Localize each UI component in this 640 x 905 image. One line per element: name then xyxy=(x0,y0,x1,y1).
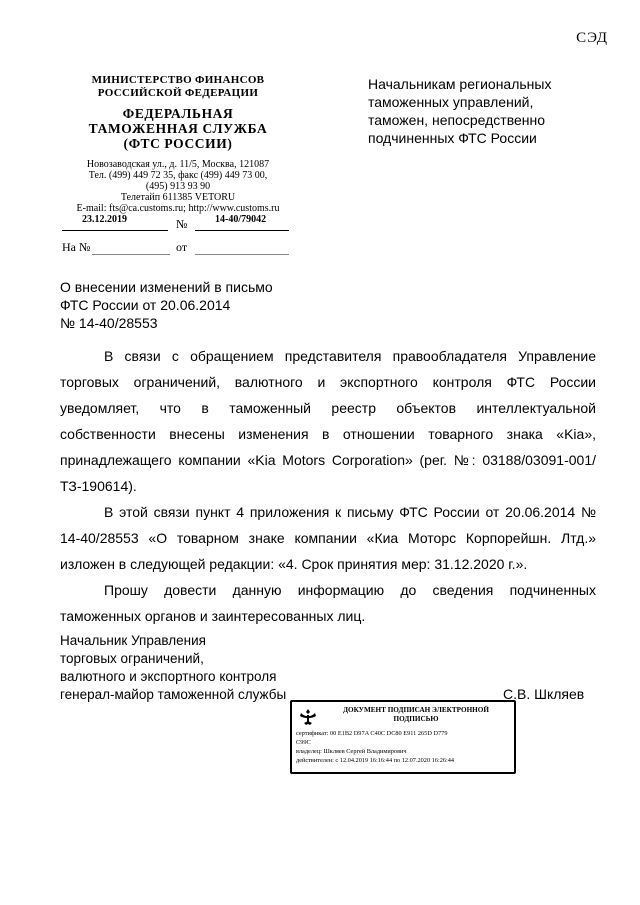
stamp-certificate: сертификат: 00 E1B2 D97A C40C DC80 E911 265D D779 xyxy=(296,730,448,737)
signer-line-2: торговых ограничений, xyxy=(60,651,204,666)
contact-address xyxy=(60,159,296,214)
address-line-4: Телетайп 611385 VETORU xyxy=(120,192,236,203)
stamp-owner: владелец: Шкляев Сергей Владимирович xyxy=(296,748,407,755)
subject-line-3: № 14-40/28553 xyxy=(60,315,158,331)
subject-line-1: О внесении изменений в письмо xyxy=(60,279,273,295)
reference-number-label: На № xyxy=(62,240,91,254)
letter-body xyxy=(60,343,596,629)
service-line-2: ТАМОЖЕННАЯ СЛУЖБА xyxy=(88,121,268,136)
eagle-emblem-icon xyxy=(298,707,318,727)
reference-number-underline xyxy=(92,254,170,255)
number-underline xyxy=(195,230,289,231)
reference-date-label: от xyxy=(176,240,188,254)
ministry-line-2: РОССИЙСКОЙ ФЕДЕРАЦИИ xyxy=(97,87,259,99)
service-line-3: (ФТС РОССИИ) xyxy=(123,136,233,151)
number-sign: № xyxy=(176,217,188,231)
addressee-block xyxy=(368,75,551,147)
body-paragraph-2: В этой связи пункт 4 приложения к письму ФТС России от 20.06.2014 № 14-40/28553 «О товарном знаке компании «Киа Моторс Корпорейшн. Лтд.» изложен в следующей редакции: «4. Срок принятия мер: 31.12.2020 г.». xyxy=(60,504,596,572)
signer-name: С.В. Шкляев xyxy=(503,686,585,702)
stamp-title xyxy=(322,706,510,724)
addressee-line-1: Начальникам региональных xyxy=(368,76,552,92)
address-line-1: Новозаводская ул., д. 11/5, Москва, 121087 xyxy=(86,159,270,170)
letterhead xyxy=(60,74,296,214)
electronic-signature-stamp xyxy=(290,700,516,774)
address-line-3: (495) 913 93 90 xyxy=(145,181,211,192)
document-marker: СЭД xyxy=(576,30,608,46)
subject-line-2: ФТС России от 20.06.2014 xyxy=(60,297,231,313)
stamp-certificate-continuation: C99C xyxy=(296,739,311,746)
stamp-validity: действителен: с 12.04.2019 16:16:44 по 12.07.2020 16:26:44 xyxy=(296,757,455,764)
registration-number: 14-40/79042 xyxy=(215,214,267,225)
subject-block xyxy=(60,278,273,332)
signer-line-1: Начальник Управления xyxy=(60,633,206,648)
signer-position xyxy=(60,632,286,704)
stamp-title-line-1: ДОКУМЕНТ ПОДПИСАН ЭЛЕКТРОННОЙ xyxy=(343,706,489,714)
ministry-line-1: МИНИСТЕРСТВО ФИНАНСОВ xyxy=(91,74,265,86)
signer-line-4: генерал-майор таможенной службы xyxy=(60,687,287,702)
addressee-line-3: таможен, непосредственно xyxy=(368,112,546,128)
body-paragraph-1: В связи с обращением представителя правообладателя Управление торговых ограничений, валютного и экспортного контроля ФТС России уведомляет, что в таможенный реестр объектов интеллектуальной собственности внесены изменения в отношении товарного знака «Kia», принадлежащего компании «Kia Motors Corporation» (рег. №: 03188/03091-001/ТЗ-190614). xyxy=(60,348,596,494)
address-line-2: Тел. (499) 449 72 35, факс (499) 449 73 00, xyxy=(88,170,268,181)
service-line-1: ФЕДЕРАЛЬНАЯ xyxy=(122,106,234,121)
addressee-line-4: подчиненных ФТС России xyxy=(368,130,537,146)
reference-date-underline xyxy=(195,254,289,255)
registration-date: 23.12.2019 xyxy=(82,214,127,225)
addressee-line-2: таможенных управлений, xyxy=(368,94,534,110)
stamp-title-line-2: ПОДПИСЬЮ xyxy=(393,715,439,723)
body-paragraph-3: Прошу довести данную информацию до сведения подчиненных таможенных органов и заинтересованных лиц. xyxy=(60,582,596,624)
signer-line-3: валютного и экспортного контроля xyxy=(60,669,277,684)
address-line-5: E-mail: fts@ca.customs.ru; http://www.customs.ru xyxy=(76,203,280,214)
service-name xyxy=(60,106,296,151)
date-underline xyxy=(62,230,168,231)
